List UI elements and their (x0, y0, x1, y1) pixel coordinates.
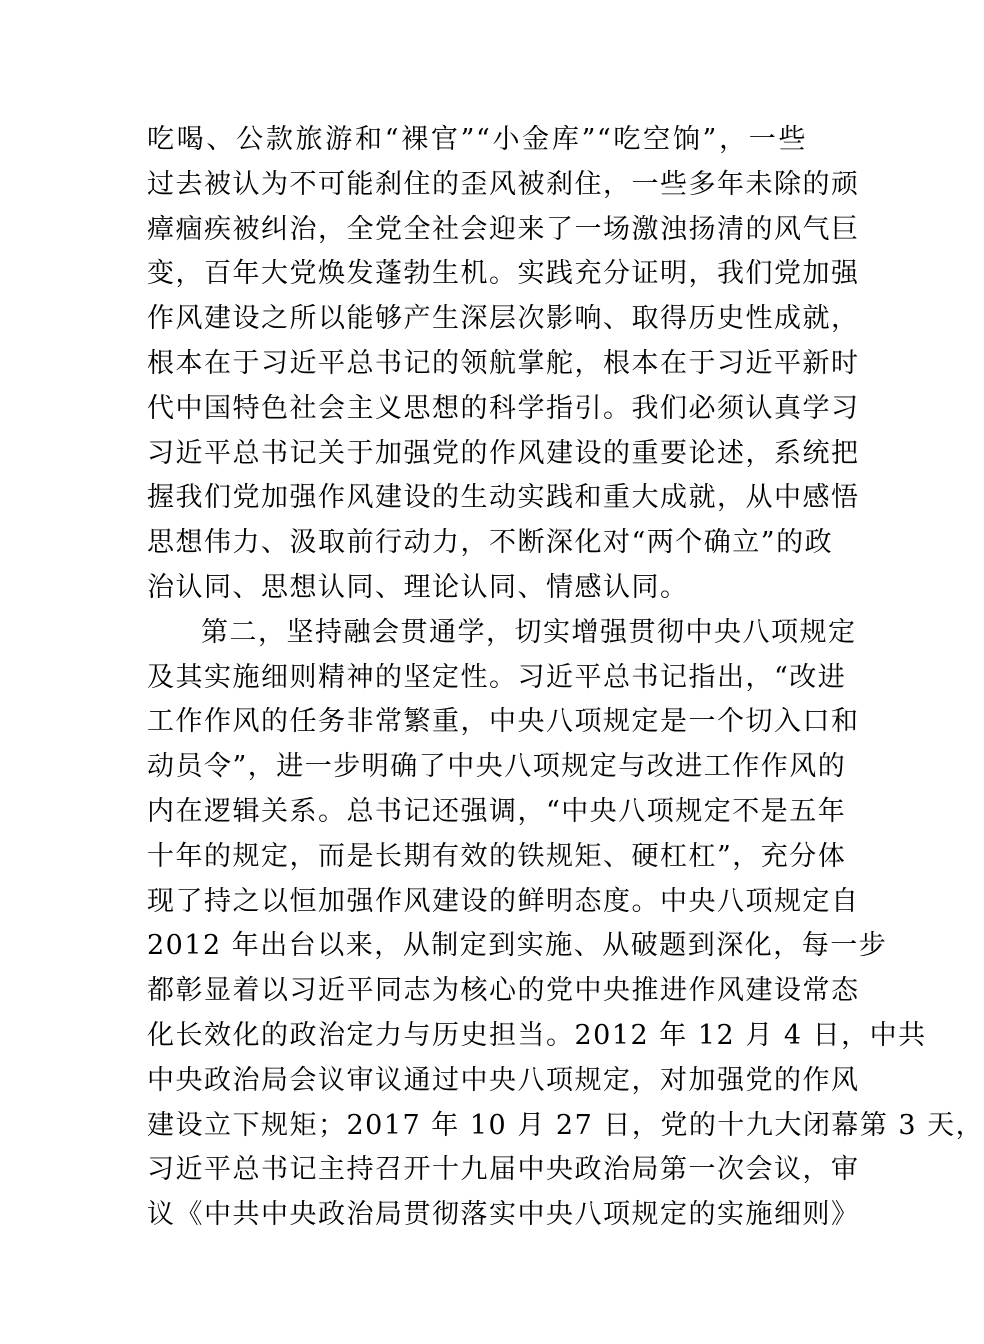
text-line: 吃喝、公款旅游和“裸官”“小金库”“吃空饷”，一些 (147, 124, 807, 155)
text-line: 治认同、思想认同、理论认同、情感认同。 (147, 571, 689, 603)
text-line: 作风建设之所以能够产生深层次影响、取得历史性成就， (147, 303, 860, 335)
text-line: 根本在于习近平总书记的领航掌舵，根本在于习近平新时 (147, 347, 860, 379)
text-line: 内在逻辑关系。总书记还强调，“中央八项规定不是五年 (147, 795, 847, 827)
text-line: 动员令”，进一步明确了中央八项规定与改进工作作风的 (147, 751, 847, 783)
text-line: 十年的规定，而是长期有效的铁规矩、硬杠杠”，充分体 (147, 840, 847, 872)
text-line: 第二，坚持融会贯通学，切实增强贯彻中央八项规定 (201, 616, 857, 648)
text-line: 2012 年出台以来，从制定到实施、从破题到深化，每一步 (147, 930, 888, 962)
text-line: 变，百年大党焕发蓬勃生机。实践充分证明，我们党加强 (147, 258, 860, 290)
text-line: 代中国特色社会主义思想的科学指引。我们必须认真学习 (147, 392, 860, 424)
text-line: 中央政治局会议审议通过中央八项规定，对加强党的作风 (147, 1064, 860, 1096)
paragraph-1 (147, 118, 860, 611)
text-line: 建设立下规矩；2017 年 10 月 27 日，党的十九大闭幕第 3 天， (147, 1109, 984, 1141)
text-line: 及其实施细则精神的坚定性。习近平总书记指出，“改进 (147, 661, 847, 693)
document-body (147, 118, 984, 1238)
paragraph-2 (147, 611, 984, 1238)
text-line: 都彰显着以习近平同志为核心的党中央推进作风建设常态 (147, 975, 860, 1007)
text-line: 握我们党加强作风建设的生动实践和重大成就，从中感悟 (147, 482, 860, 514)
text-line: 化长效化的政治定力与历史担当。2012 年 12 月 4 日，中共 (147, 1019, 927, 1051)
text-line: 过去被认为不可能刹住的歪风被刹住，一些多年未除的顽 (147, 168, 860, 200)
text-line: 习近平总书记主持召开十九届中央政治局第一次会议，审 (147, 1154, 860, 1186)
text-line: 习近平总书记关于加强党的作风建设的重要论述，系统把 (147, 437, 860, 469)
text-line: 思想伟力、汲取前行动力，不断深化对“两个确立”的政 (147, 527, 834, 559)
text-line: 工作作风的任务非常繁重，中央八项规定是一个切入口和 (147, 706, 860, 738)
text-line: 瘴痼疾被纠治，全党全社会迎来了一场激浊扬清的风气巨 (147, 213, 860, 245)
text-line: 议《中共中央政治局贯彻落实中央八项规定的实施细则》 (147, 1199, 860, 1231)
text-line: 现了持之以恒加强作风建设的鲜明态度。中央八项规定自 (147, 885, 860, 917)
